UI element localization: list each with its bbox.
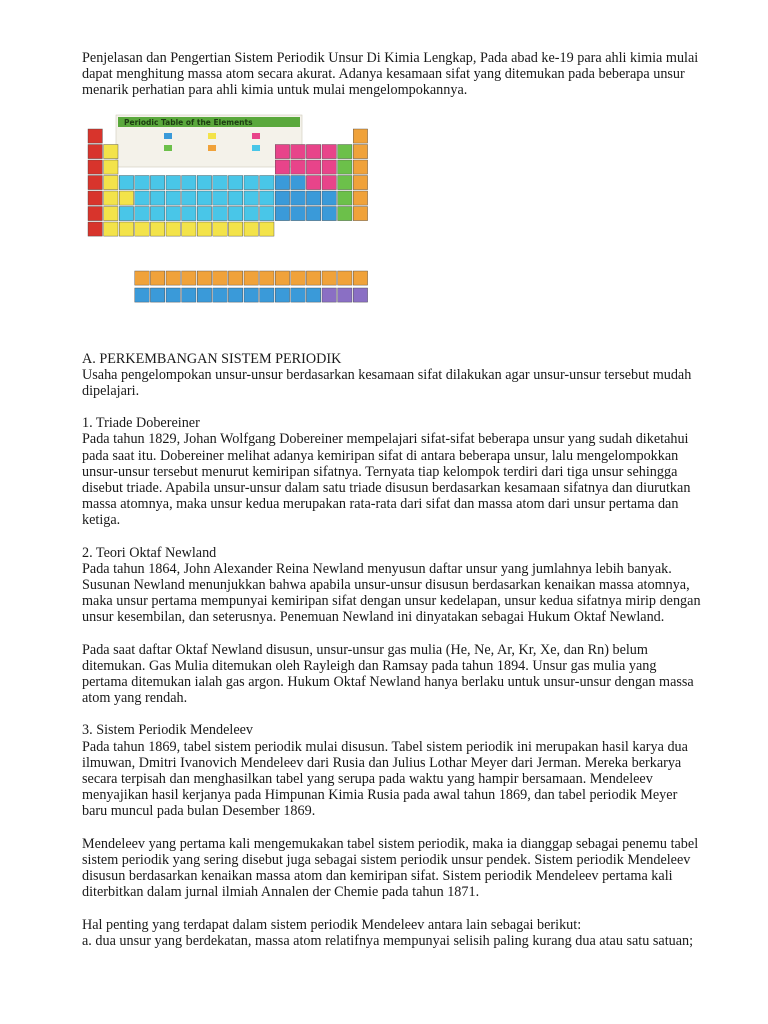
element-cell <box>306 206 320 220</box>
element-cell <box>104 191 118 205</box>
intro-paragraph: Penjelasan dan Pengertian Sistem Periodik Unsur Di Kimia Lengkap, Pada abad ke-19 para ahli kimia mulai dapat menghitung massa atom secara akurat. Adanya kesamaan sifat yang ditemukan pada beberapa unsur menarik perhatian para ahli kimia untuk mulai mengelompokannya. <box>82 50 699 99</box>
lanthanide-cell <box>135 271 149 285</box>
element-cell <box>104 144 118 158</box>
s1-text: Pada tahun 1829, Johan Wolfgang Dobereiner mempelajari sifat-sifat beberapa unsur yang sudah diketahui pada saat itu. Dobereiner melihat adanya kemiripan sifat di antara beberapa unsur, lalu mengelompokkan unsur-unsur tersebut menurut kemiripan sifatnya. Ternyata tiap kelompok terdiri dari tiga unsur sehingga disebut triade. Apabila unsur-unsur dalam satu triade disusun berdasarkan kesamaan sifatnya dan diurutkan massa atomnya, maka unsur kedua merupakan rata-rata dari sifat dan massa atom dari unsur pertama dan ketiga. <box>82 431 691 529</box>
element-cell <box>135 175 149 189</box>
periodic-table-image <box>82 111 390 323</box>
element-cell <box>104 160 118 174</box>
element-cell <box>275 206 289 220</box>
element-cell <box>104 175 118 189</box>
lanthanide-cell <box>166 271 180 285</box>
element-cell <box>275 191 289 205</box>
element-cell <box>213 222 227 236</box>
element-cell <box>275 160 289 174</box>
s2-title: 2. Teori Oktaf Newland <box>82 544 217 561</box>
lanthanide-cell <box>213 271 227 285</box>
legend-swatch <box>252 133 260 139</box>
element-cell <box>338 160 352 174</box>
element-cell <box>166 222 180 236</box>
element-cell <box>88 144 102 158</box>
element-cell <box>275 175 289 189</box>
element-cell <box>260 191 274 205</box>
element-cell <box>260 206 274 220</box>
element-cell <box>213 175 227 189</box>
element-cell <box>182 175 196 189</box>
s3-text-3: Hal penting yang terdapat dalam sistem periodik Mendeleev antara lain sebagai berikut: <box>82 916 582 933</box>
actinide-cell <box>150 288 164 302</box>
actinide-cell <box>275 288 289 302</box>
element-cell <box>197 206 211 220</box>
element-cell <box>119 206 133 220</box>
element-cell <box>306 191 320 205</box>
lanthanide-cell <box>150 271 164 285</box>
element-cell <box>353 206 367 220</box>
element-cell <box>166 175 180 189</box>
element-cell <box>353 129 367 143</box>
lanthanide-cell <box>353 271 367 285</box>
actinide-cell <box>291 288 305 302</box>
element-cell <box>306 144 320 158</box>
element-cell <box>322 144 336 158</box>
element-cell <box>338 206 352 220</box>
actinide-cell <box>228 288 242 302</box>
element-cell <box>228 222 242 236</box>
element-cell <box>291 175 305 189</box>
legend-swatch <box>208 145 216 151</box>
lanthanide-cell <box>338 271 352 285</box>
element-cell <box>135 206 149 220</box>
element-cell <box>275 144 289 158</box>
figure-title: Periodic Table of the Elements <box>124 117 253 127</box>
element-cell <box>228 175 242 189</box>
element-cell <box>244 206 258 220</box>
lanthanide-cell <box>228 271 242 285</box>
element-cell <box>88 222 102 236</box>
element-cell <box>88 175 102 189</box>
lanthanide-cell <box>275 271 289 285</box>
legend-swatch <box>164 133 172 139</box>
lanthanide-cell <box>306 271 320 285</box>
actinide-cell <box>197 288 211 302</box>
element-cell <box>197 175 211 189</box>
element-cell <box>88 191 102 205</box>
element-cell <box>338 191 352 205</box>
element-cell <box>353 144 367 158</box>
element-cell <box>291 206 305 220</box>
element-cell <box>150 175 164 189</box>
element-cell <box>182 222 196 236</box>
element-cell <box>228 191 242 205</box>
lanthanide-cell <box>244 271 258 285</box>
lanthanide-cell <box>291 271 305 285</box>
actinide-cell <box>213 288 227 302</box>
element-cell <box>244 175 258 189</box>
element-cell <box>244 191 258 205</box>
element-cell <box>353 191 367 205</box>
element-cell <box>322 175 336 189</box>
legend-swatch <box>208 133 216 139</box>
element-cell <box>322 191 336 205</box>
element-cell <box>166 191 180 205</box>
element-cell <box>135 191 149 205</box>
actinide-cell <box>338 288 352 302</box>
element-cell <box>119 175 133 189</box>
s1-title: 1. Triade Dobereiner <box>82 415 200 432</box>
legend-swatch <box>252 145 260 151</box>
element-cell <box>322 206 336 220</box>
s2-text-2: Pada saat daftar Oktaf Newland disusun, unsur-unsur gas mulia (He, Ne, Ar, Kr, Xe, dan Rn) belum ditemukan. Gas Mulia ditemukan oleh Rayleigh dan Ramsay pada tahun 1894. Unsur gas mulia yang pertama ditemukan ialah gas argon. Hukum Oktaf Newland hanya berlaku untuk unsur-unsur dengan massa atom yang rendah. <box>82 641 694 707</box>
element-cell <box>88 129 102 143</box>
section-a-title: A. PERKEMBANGAN SISTEM PERIODIK <box>82 350 342 367</box>
element-cell <box>182 206 196 220</box>
element-cell <box>353 160 367 174</box>
element-cell <box>291 160 305 174</box>
element-cell <box>88 160 102 174</box>
s3-text-2: Mendeleev yang pertama kali mengemukakan tabel sistem periodik, maka ia dianggap sebagai penemu tabel sistem periodik yang sering disebut juga sebagai sistem periodik unsur pendek. Sistem periodik Mendeleev disusun berdasarkan kenaikan massa atom dan kemiripan sifat. Sistem periodik Mendeleev pertama kali diterbitkan dalam jurnal ilmiah Annalen der Chemie pada tahun 1871. <box>82 835 699 901</box>
element-cell <box>338 175 352 189</box>
s2-text-1: Pada tahun 1864, John Alexander Reina Newland menyusun daftar unsur yang jumlahnya lebih banyak. Susunan Newland menunjukkan bahwa apabila unsur-unsur disusun berdasarkan kenaikan massa atomnya, maka unsur pertama mempunyai kemiripan sifat dengan unsur kedelapan, unsur kedua sifatnya mirip dengan unsur kesembilan, dan seterusnya. Penemuan Newland ini dinyatakan sebagai Hukum Oktaf Newland. <box>82 560 701 626</box>
actinide-cell <box>260 288 274 302</box>
actinide-cell <box>135 288 149 302</box>
element-cell <box>104 206 118 220</box>
section-a-text: Usaha pengelompokan unsur-unsur berdasarkan kesamaan sifat dilakukan agar unsur-unsur tersebut mudah dipelajari. <box>82 366 692 400</box>
element-cell <box>338 144 352 158</box>
element-cell <box>244 222 258 236</box>
document-body <box>82 50 702 949</box>
element-cell <box>213 206 227 220</box>
element-cell <box>135 222 149 236</box>
element-cell <box>119 191 133 205</box>
lanthanide-cell <box>260 271 274 285</box>
s3-text-1: Pada tahun 1869, tabel sistem periodik mulai disusun. Tabel sistem periodik ini merupakan hasil karya dua ilmuwan, Dmitri Ivanovich Mendeleev dari Rusia dan Julius Lothar Meyer dari Jerman. Mereka berkarya secara terpisah dan menghasilkan tabel yang serupa pada waktu yang hampir bersamaan. Mendeleev menyajikan hasil kerjanya pada Himpunan Kimia Rusia pada awal tahun 1869, dan tabel periodik Meyer baru muncul pada bulan Desember 1869. <box>82 738 688 820</box>
actinide-cell <box>244 288 258 302</box>
element-cell <box>182 191 196 205</box>
element-cell <box>306 175 320 189</box>
actinide-cell <box>353 288 367 302</box>
actinide-cell <box>322 288 336 302</box>
actinide-cell <box>306 288 320 302</box>
element-cell <box>197 191 211 205</box>
actinide-cell <box>166 288 180 302</box>
element-cell <box>150 206 164 220</box>
element-cell <box>260 175 274 189</box>
element-cell <box>88 206 102 220</box>
legend-swatch <box>164 145 172 151</box>
element-cell <box>104 222 118 236</box>
element-cell <box>322 160 336 174</box>
element-cell <box>228 206 242 220</box>
lanthanide-cell <box>182 271 196 285</box>
element-cell <box>150 222 164 236</box>
periodic-table-figure <box>82 111 390 323</box>
element-cell <box>353 175 367 189</box>
element-cell <box>291 191 305 205</box>
element-cell <box>213 191 227 205</box>
s3-item-a: a. dua unsur yang berdekatan, massa atom relatifnya mempunyai selisih paling kurang dua atau satu satuan; <box>82 932 694 949</box>
lanthanide-cell <box>197 271 211 285</box>
lanthanide-cell <box>322 271 336 285</box>
element-cell <box>197 222 211 236</box>
element-cell <box>150 191 164 205</box>
element-cell <box>260 222 274 236</box>
element-cell <box>166 206 180 220</box>
actinide-cell <box>182 288 196 302</box>
element-cell <box>306 160 320 174</box>
s3-title: 3. Sistem Periodik Mendeleev <box>82 722 254 739</box>
element-cell <box>119 222 133 236</box>
element-cell <box>291 144 305 158</box>
